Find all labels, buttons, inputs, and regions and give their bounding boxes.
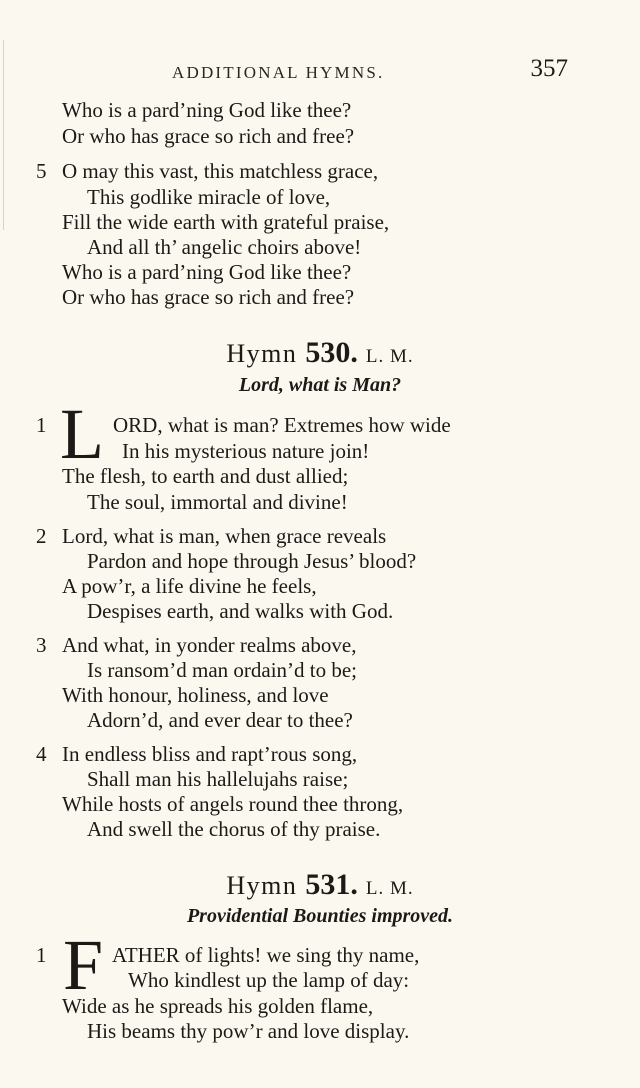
drop-cap: L xyxy=(60,394,104,474)
verse-line: Wide as he spreads his golden flame, xyxy=(62,994,374,1018)
verse-line: Who is a pard’ning God like thee? xyxy=(62,98,352,122)
verse-line: And all th’ angelic choirs above! xyxy=(87,235,362,259)
hymn-word: Hymn xyxy=(226,339,298,368)
verse-line: And swell the chorus of thy praise. xyxy=(87,817,381,841)
hymn-meter: L. M. xyxy=(365,346,414,367)
verse-line: While hosts of angels round thee throng, xyxy=(62,792,404,816)
verse-line: His beams thy pow’r and love display. xyxy=(87,1019,410,1043)
hymn-number: 530. xyxy=(305,336,358,369)
verse-line: Or who has grace so rich and free? xyxy=(62,124,355,148)
hymn-meter: L. M. xyxy=(365,878,414,899)
verse-line: Lord, what is man, when grace reveals xyxy=(62,524,387,548)
verse-line: A pow’r, a life divine he feels, xyxy=(62,574,317,598)
verse-line: And what, in yonder realms above, xyxy=(62,633,357,657)
verse-line: Or who has grace so rich and free? xyxy=(62,285,355,309)
stanza-number: 1 xyxy=(36,413,47,437)
page-header xyxy=(0,55,640,87)
verse-line: The soul, immortal and divine! xyxy=(87,490,348,514)
verse-line: Fill the wide earth with grateful praise, xyxy=(62,210,390,234)
verse-line: Pardon and hope through Jesus’ blood? xyxy=(87,549,417,573)
stanza-number: 3 xyxy=(36,633,47,657)
stanza-number: 5 xyxy=(36,159,47,183)
verse-line: In his mysterious nature join! xyxy=(122,439,370,463)
hymn-subtitle: Lord, what is Man? xyxy=(238,374,402,396)
verse-line: O may this vast, this matchless grace, xyxy=(62,159,379,183)
verse-line: ATHER of lights! we sing thy name, xyxy=(112,943,420,967)
verse-line: Who kindlest up the lamp of day: xyxy=(128,968,410,992)
stanza-number: 2 xyxy=(36,524,47,548)
verse-line: Adorn’d, and ever dear to thee? xyxy=(87,708,353,732)
running-head: ADDITIONAL HYMNS. xyxy=(172,63,385,82)
page-number: 357 xyxy=(530,55,568,82)
stanza-number: 1 xyxy=(36,943,47,967)
verse-line: Who is a pard’ning God like thee? xyxy=(62,260,352,284)
verse-line: Shall man his hallelujahs raise; xyxy=(87,767,349,791)
hymn-word: Hymn xyxy=(226,871,298,900)
stanza-number: 4 xyxy=(36,742,47,766)
verse-line: Despises earth, and walks with God. xyxy=(87,599,394,623)
verse-line: This godlike miracle of love, xyxy=(87,185,331,209)
hymn-number: 531. xyxy=(305,868,358,901)
verse-line: Is ransom’d man ordain’d to be; xyxy=(87,658,358,682)
verse-line: With honour, holiness, and love xyxy=(62,683,329,707)
hymn-title xyxy=(0,336,640,370)
hymn-title xyxy=(0,868,640,902)
verse-line: ORD, what is man? Extremes how wide xyxy=(113,413,451,437)
hymn-subtitle: Providential Bounties improved. xyxy=(186,905,454,927)
verse-line: The flesh, to earth and dust allied; xyxy=(62,464,349,488)
verse-line: In endless bliss and rapt’rous song, xyxy=(62,742,358,766)
drop-cap: F xyxy=(63,925,104,1005)
